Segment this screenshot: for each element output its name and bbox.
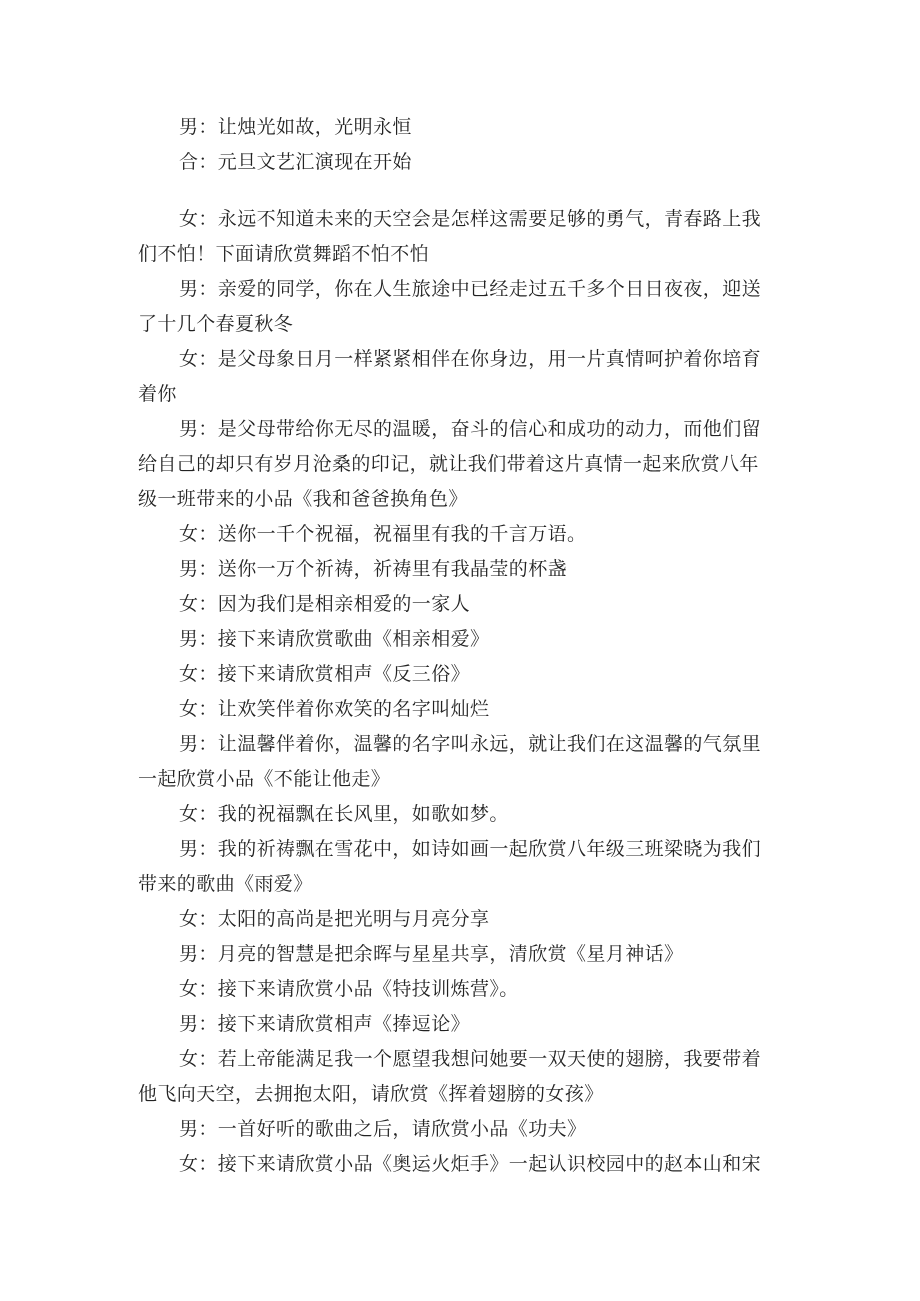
- script-line: 男：我的祈祷飘在雪花中，如诗如画一起欣赏八年级三班梁晓为我们: [179, 838, 762, 860]
- script-line: 女：永远不知道未来的天空会是怎样这需要足够的勇气，青春路上我: [179, 208, 762, 230]
- script-line: 男：接下来请欣赏相声《捧逗论》: [179, 1013, 471, 1035]
- script-line: 级一班带来的小品《我和爸爸换角色》: [138, 488, 468, 510]
- script-line: 一起欣赏小品《不能让他走》: [138, 768, 391, 790]
- script-line: 女：接下来请欣赏小品《特技训炼营》。: [179, 978, 519, 1000]
- script-line: 给自己的却只有岁月沧桑的印记，就让我们带着这片真情一起来欣赏八年: [138, 453, 759, 475]
- script-line: 女：我的祝福飘在长风里，如歌如梦。: [179, 803, 509, 825]
- script-line: 男：是父母带给你无尽的温暖，奋斗的信心和成功的动力，而他们留: [179, 418, 762, 440]
- script-line: 着你: [138, 383, 177, 405]
- script-line: 带来的歌曲《雨爱》: [138, 873, 313, 895]
- script-line: 女：接下来请欣赏相声《反三俗》: [179, 663, 471, 685]
- script-line: 男：一首好听的歌曲之后，请欣赏小品《功夫》: [179, 1118, 587, 1140]
- script-line: 男：让烛光如故，光明永恒: [179, 116, 412, 138]
- script-line: 女：让欢笑伴着你欢笑的名字叫灿烂: [179, 698, 490, 720]
- document-page: [138, 110, 784, 1182]
- script-line: 男：月亮的智慧是把余晖与星星共享，清欣赏《星月神话》: [179, 943, 684, 965]
- script-line: 男：亲爱的同学，你在人生旅途中已经走过五千多个日日夜夜，迎送: [179, 278, 762, 300]
- paragraph-gap: [138, 180, 784, 202]
- script-line: 女：送你一千个祝福，祝福里有我的千言万语。: [179, 523, 587, 545]
- script-line: 男：送你一万个祈祷，祈祷里有我晶莹的杯盏: [179, 558, 568, 580]
- script-line: 女：因为我们是相亲相爱的一家人: [179, 593, 471, 615]
- script-line: 男：接下来请欣赏歌曲《相亲相爱》: [179, 628, 490, 650]
- script-line: 女：是父母象日月一样紧紧相伴在你身边，用一片真情呵护着你培育: [179, 348, 762, 370]
- script-line: 女：太阳的高尚是把光明与月亮分享: [179, 908, 490, 930]
- script-line: 合：元旦文艺汇演现在开始: [179, 151, 412, 173]
- script-line: 们不怕！下面请欣赏舞蹈不怕不怕: [138, 243, 430, 265]
- script-line: 男：让温馨伴着你，温馨的名字叫永远，就让我们在这温馨的气氛里: [179, 733, 762, 755]
- script-line: 女：若上帝能满足我一个愿望我想问她要一双天使的翅膀，我要带着: [179, 1048, 762, 1070]
- script-line: 女：接下来请欣赏小品《奥运火炬手》一起认识校园中的赵本山和宋: [179, 1153, 762, 1175]
- script-line: 了十几个春夏秋冬: [138, 313, 294, 335]
- script-line: 他飞向天空，去拥抱太阳，请欣赏《挥着翅膀的女孩》: [138, 1083, 604, 1105]
